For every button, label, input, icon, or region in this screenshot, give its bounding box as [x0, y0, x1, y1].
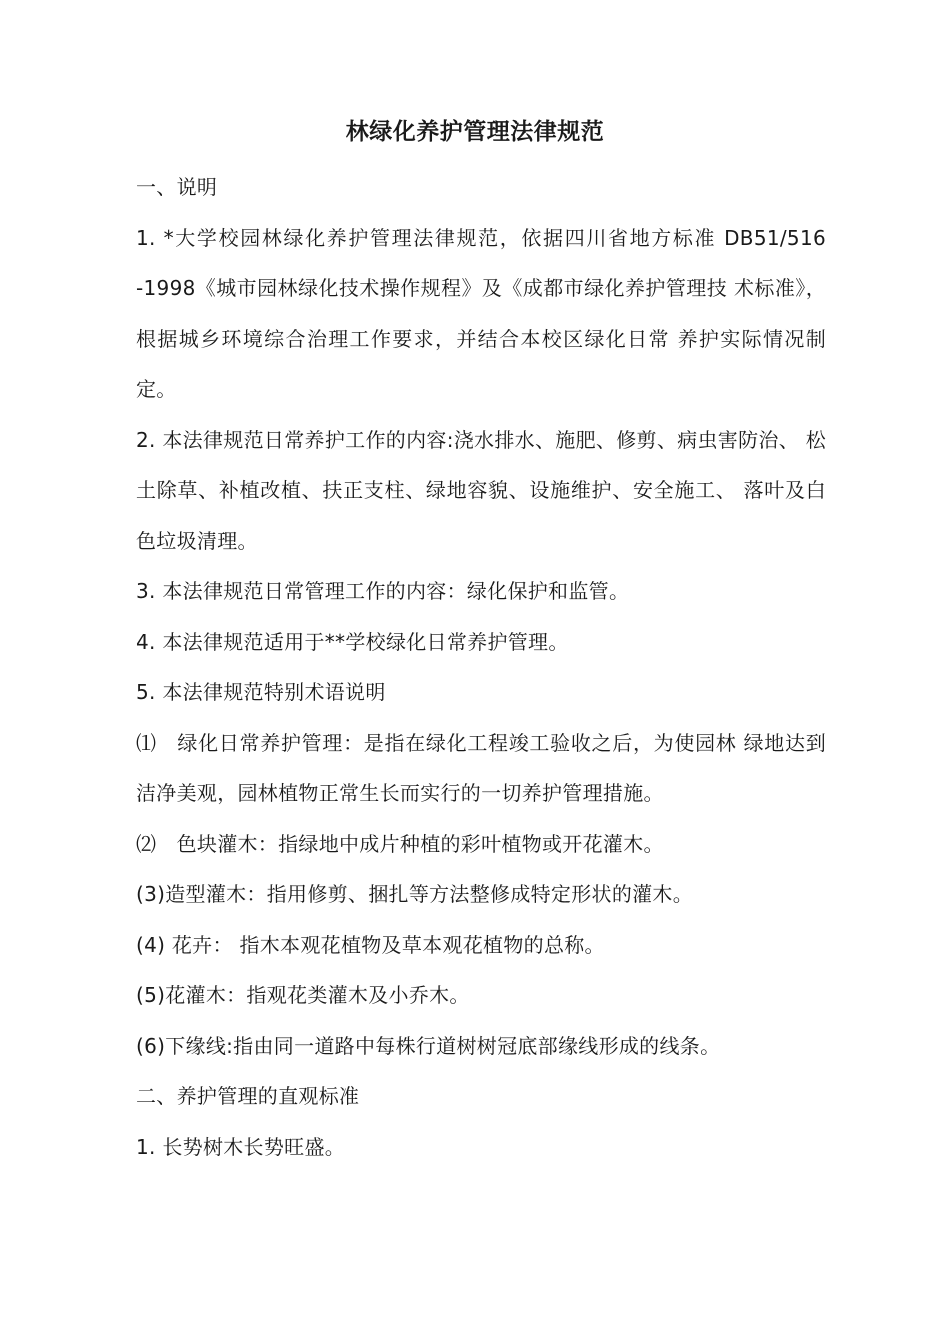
paragraph-1-basis: 1. *大学校园林绿化养护管理法律规范，依据四川省地方标准 DB51/516 -1998《城市园林绿化技术操作规程》及《成都市绿化养护管理技 术标准》，根据城乡环境综合治理工作要求，并结合本校区绿化日常 养护实际情况制定。 — [136, 225, 826, 401]
paragraph-3-management-content: 3. 本法律规范日常管理工作的内容：绿化保护和监管。 — [136, 579, 630, 603]
term-3-topiary-shrubs: (3)造型灌木：指用修剪、捆扎等方法整修成特定形状的灌木。 — [136, 882, 694, 906]
standard-1-growth: 1. 长势树木长势旺盛。 — [136, 1134, 346, 1159]
document-body — [136, 162, 826, 1172]
paragraph-2-maintenance-content: 2. 本法律规范日常养护工作的内容:浇水排水、施肥、修剪、病虫害防治、 松土除草、补植改植、扶正支柱、绿地容貌、设施维护、安全施工、 落叶及白色垃圾清理。 — [136, 427, 826, 553]
document-title: 林绿化养护管理法律规范 — [345, 119, 605, 145]
paragraph-5-terms: 5. 本法律规范特别术语说明 — [136, 680, 386, 704]
term-2-color-block-shrubs: ⑵ 色块灌木：指绿地中成片种植的彩叶植物或开花灌木。 — [136, 831, 664, 856]
paragraph-4-scope: 4. 本法律规范适用于**学校绿化日常养护管理。 — [136, 629, 569, 654]
term-5-flowering-shrubs: (5)花灌木：指观花类灌木及小乔木。 — [136, 983, 470, 1007]
term-1-daily-maintenance: ⑴ 绿化日常养护管理：是指在绿化工程竣工验收之后，为使园林 绿地达到洁净美观，园林植物正常生长而实行的一切养护管理措施。 — [136, 730, 826, 805]
section-heading-standards: 二、养护管理的直观标准 — [136, 1084, 360, 1108]
section-heading-explanation: 一、说明 — [136, 175, 218, 199]
term-6-lower-edge-line: (6)下缘线:指由同一道路中每株行道树树冠底部缘线形成的线条。 — [136, 1033, 721, 1058]
term-4-flowers: (4) 花卉： 指木本观花植物及草本观花植物的总称。 — [136, 932, 605, 957]
